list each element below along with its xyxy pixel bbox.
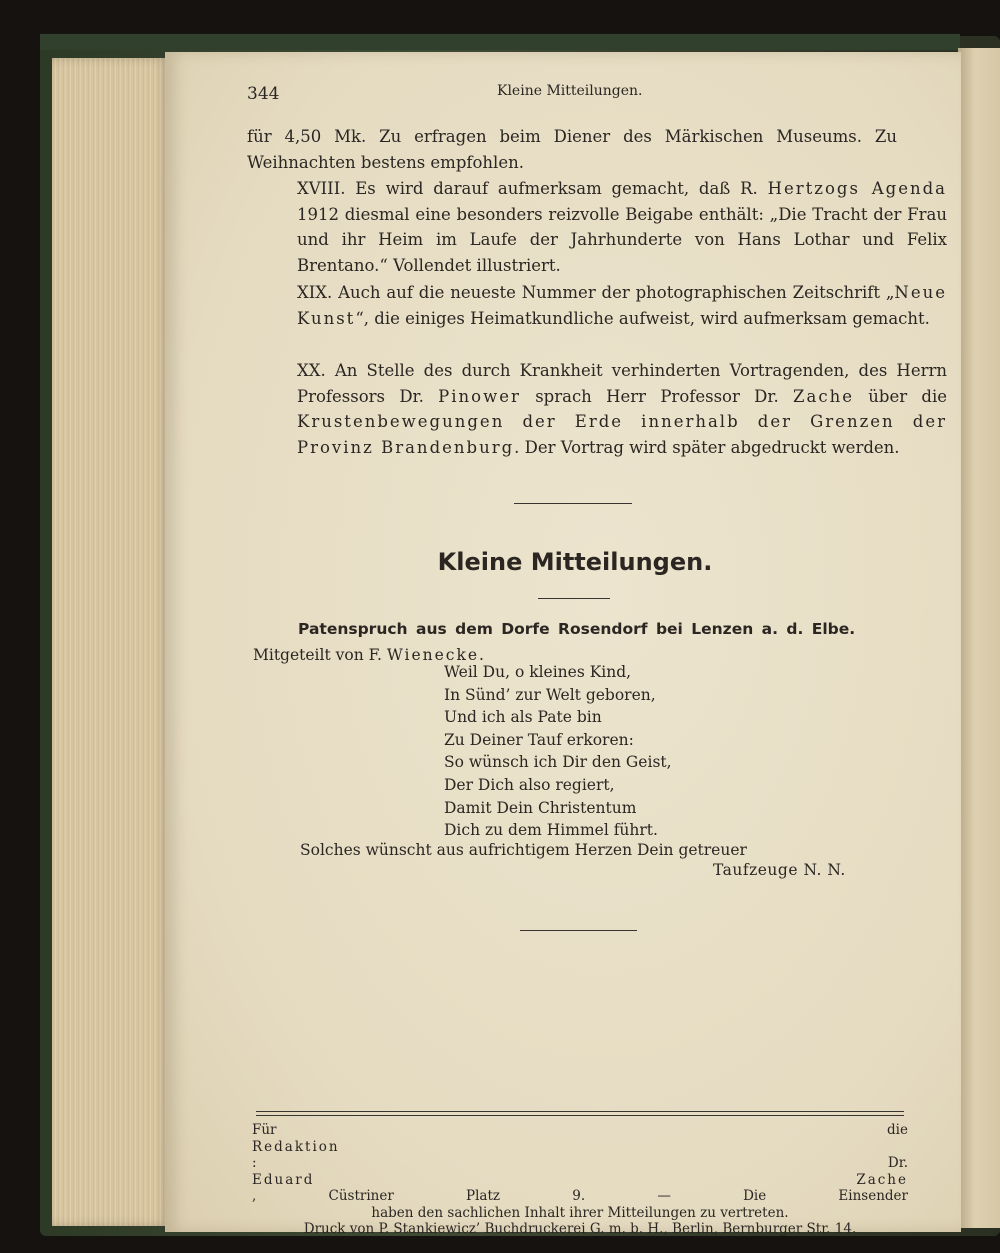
spaced-name: Pinower bbox=[438, 386, 521, 406]
paragraph-text: “, die einiges Heimatkundliche aufweist, wird aufmerksam gemacht. bbox=[355, 308, 930, 328]
verse-line: Der Dich also regiert, bbox=[444, 775, 615, 794]
section-title: Kleine Mitteilungen. bbox=[437, 548, 713, 576]
imprint-line-2: haben den sachlichen Inhalt ihrer Mitteilungen zu vertreten. bbox=[371, 1204, 789, 1221]
paragraph-text: für 4,50 Mk. Zu erfragen beim Diener des Märkischen Museums. Zu Weihnachten bestens empfohlen. bbox=[247, 127, 897, 172]
spaced-name: Neue Kunst bbox=[297, 283, 947, 328]
imprint-rule-top bbox=[256, 1111, 904, 1112]
editor-name: Eduard Zache bbox=[252, 1171, 908, 1188]
credit-suffix: . bbox=[479, 646, 484, 664]
paragraph-text: XIX. Auch auf die neueste Nummer der photographischen Zeitschrift „ bbox=[297, 283, 895, 302]
title-underline bbox=[538, 598, 610, 599]
paragraph-text: sprach Herr Professor Dr. bbox=[520, 386, 794, 406]
book-cover-edge bbox=[40, 34, 960, 50]
imprint-line-1 bbox=[252, 1122, 908, 1205]
verse-line: Damit Dein Christentum bbox=[444, 798, 637, 817]
paragraph-text: XVIII. Es wird darauf aufmerksam gemacht, daß R. bbox=[297, 179, 768, 198]
imprint-text: Für die bbox=[252, 1122, 908, 1138]
credit-prefix: Mitgeteilt von F. bbox=[253, 646, 387, 664]
paragraph-xx bbox=[247, 358, 947, 460]
imprint-text: : Dr. bbox=[252, 1155, 908, 1171]
credit-name: Wienecke bbox=[386, 646, 480, 664]
paragraph-text: . Der Vortrag wird später abgedruckt werden. bbox=[514, 437, 900, 457]
verse-line: Und ich als Pate bin bbox=[444, 708, 602, 727]
imprint-rule-bottom bbox=[256, 1115, 904, 1116]
facing-page-edge bbox=[958, 48, 1000, 1228]
signature: Taufzeuge N. N. bbox=[713, 861, 846, 879]
verse-line: So wünsch ich Dir den Geist, bbox=[444, 753, 672, 772]
paragraph-text: 1912 diesmal eine besonders reizvolle Beigabe enthält: „Die Tracht der Frau und ihr Heim im Laufe der Jahrhunderte von Hans Lothar und Felix Brentano.“ Vollendet illustriert. bbox=[297, 204, 947, 275]
article-subheading: Patenspruch aus dem Dorfe Rosendorf bei Lenzen a. d. Elbe. bbox=[298, 620, 856, 638]
verse-line: Dich zu dem Himmel führt. bbox=[444, 821, 658, 840]
page-number: 344 bbox=[247, 84, 280, 104]
paragraph-xviii bbox=[247, 176, 947, 278]
end-divider bbox=[520, 930, 637, 931]
section-divider bbox=[514, 503, 632, 504]
imprint bbox=[252, 1122, 908, 1238]
imprint-spaced: Redaktion bbox=[252, 1138, 340, 1155]
verse bbox=[444, 661, 672, 842]
paragraph-continuation bbox=[247, 124, 897, 175]
closing-line: Solches wünscht aus aufrichtigem Herzen Dein getreuer bbox=[300, 841, 747, 859]
verse-line: Weil Du, o kleines Kind, bbox=[444, 663, 632, 681]
verse-line: In Sünd’ zur Welt geboren, bbox=[444, 685, 656, 704]
imprint-text: , Cüstriner Platz 9. — Die Einsender bbox=[252, 1188, 908, 1204]
verse-line: Zu Deiner Tauf erkoren: bbox=[444, 730, 634, 749]
running-title: Kleine Mitteilungen. bbox=[497, 83, 643, 99]
paragraph-text: XX. An Stelle des durch Krankheit verhinderten Vortragenden, des Herrn Professors Dr. bbox=[297, 361, 947, 406]
paragraph-xix bbox=[247, 280, 947, 331]
spaced-name: Hertzogs Agenda bbox=[767, 179, 947, 198]
paragraph-text: über die bbox=[853, 386, 948, 406]
imprint-line-3: Druck von P. Stankiewicz’ Buchdruckerei G. m. b. H., Berlin, Bernburger Str. 14. bbox=[303, 1221, 857, 1237]
spaced-title: Krustenbewegungen der Erde innerhalb der Grenzen der Provinz Brandenburg bbox=[297, 412, 947, 457]
page-edges bbox=[52, 58, 170, 1226]
spaced-name: Zache bbox=[793, 386, 854, 406]
